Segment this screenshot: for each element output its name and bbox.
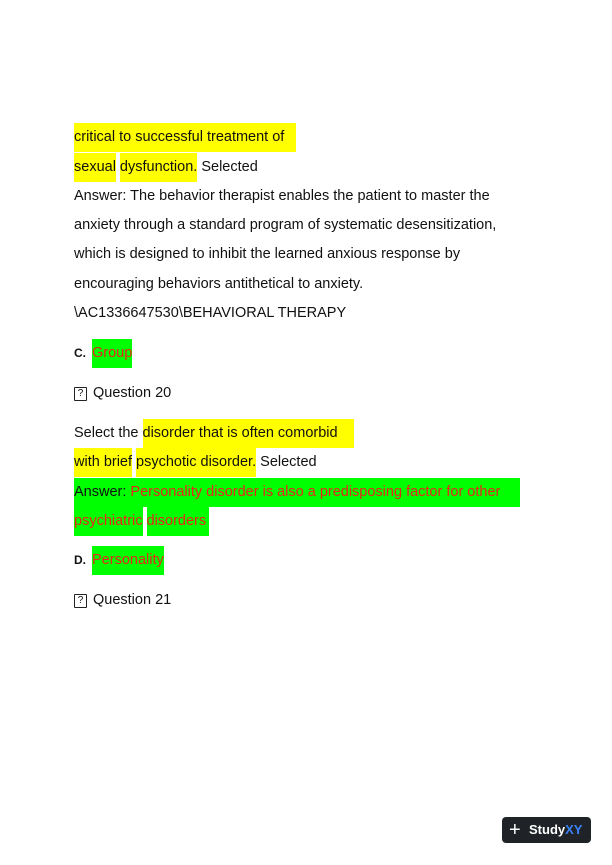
- highlight: disorders: [147, 507, 209, 536]
- badge-label: [529, 817, 582, 843]
- option-c: [74, 339, 132, 368]
- question-header: [74, 586, 171, 615]
- q19-line2: [74, 153, 258, 182]
- question-title: Question 20: [93, 385, 172, 401]
- answer-text: Answer: The behavior therapist enables the patient to master the: [74, 188, 490, 204]
- highlight: dysfunction.: [120, 153, 197, 182]
- answer-prefix: Answer:: [74, 484, 127, 500]
- question-prompt: [74, 419, 354, 448]
- option-text: Group: [92, 339, 132, 368]
- question-prompt-line2: [74, 448, 317, 477]
- highlight: critical to successful treatment of: [74, 123, 296, 152]
- answer-text: Personality disorder is also a predisposing factor for other: [130, 484, 501, 500]
- selected-label: Selected: [201, 159, 258, 175]
- highlight: [74, 478, 520, 507]
- highlight: disorder that is often comorbid: [143, 419, 354, 448]
- badge-text-accent: XY: [565, 822, 583, 837]
- reference-code: \AC1336647530\BEHAVIORAL THERAPY: [74, 305, 347, 321]
- highlight: sexual: [74, 153, 116, 182]
- highlight: psychiatric: [74, 507, 143, 536]
- question-title: Question 21: [93, 592, 172, 608]
- highlight: psychotic disorder.: [136, 448, 256, 477]
- answer-fragment: which is designed to: [74, 246, 205, 262]
- answer-text: anxiety through a standard program of systematic desensitization,: [74, 217, 497, 233]
- prompt-text: Select the: [74, 425, 143, 441]
- q19-line1: [74, 123, 296, 152]
- selected-label: Selected: [260, 454, 317, 470]
- answer-fragment: inhibit the learned anxious response by: [208, 246, 461, 262]
- option-d: [74, 546, 164, 575]
- plus-icon: +: [509, 819, 521, 841]
- answer-line: [74, 478, 520, 507]
- answer-line2: [74, 507, 209, 536]
- question-header: [74, 379, 171, 408]
- option-letter: C.: [74, 346, 86, 360]
- studyxy-badge[interactable]: [502, 817, 591, 843]
- answer-text: [74, 240, 460, 269]
- answer-text: encouraging behaviors antithetical to anxiety.: [74, 276, 364, 292]
- badge-text: Study: [529, 822, 566, 837]
- question-mark-icon: ?: [74, 387, 87, 401]
- question-mark-icon: ?: [74, 594, 87, 608]
- option-letter: D.: [74, 553, 86, 567]
- option-text: Personality: [92, 546, 164, 575]
- highlight: with brief: [74, 448, 132, 477]
